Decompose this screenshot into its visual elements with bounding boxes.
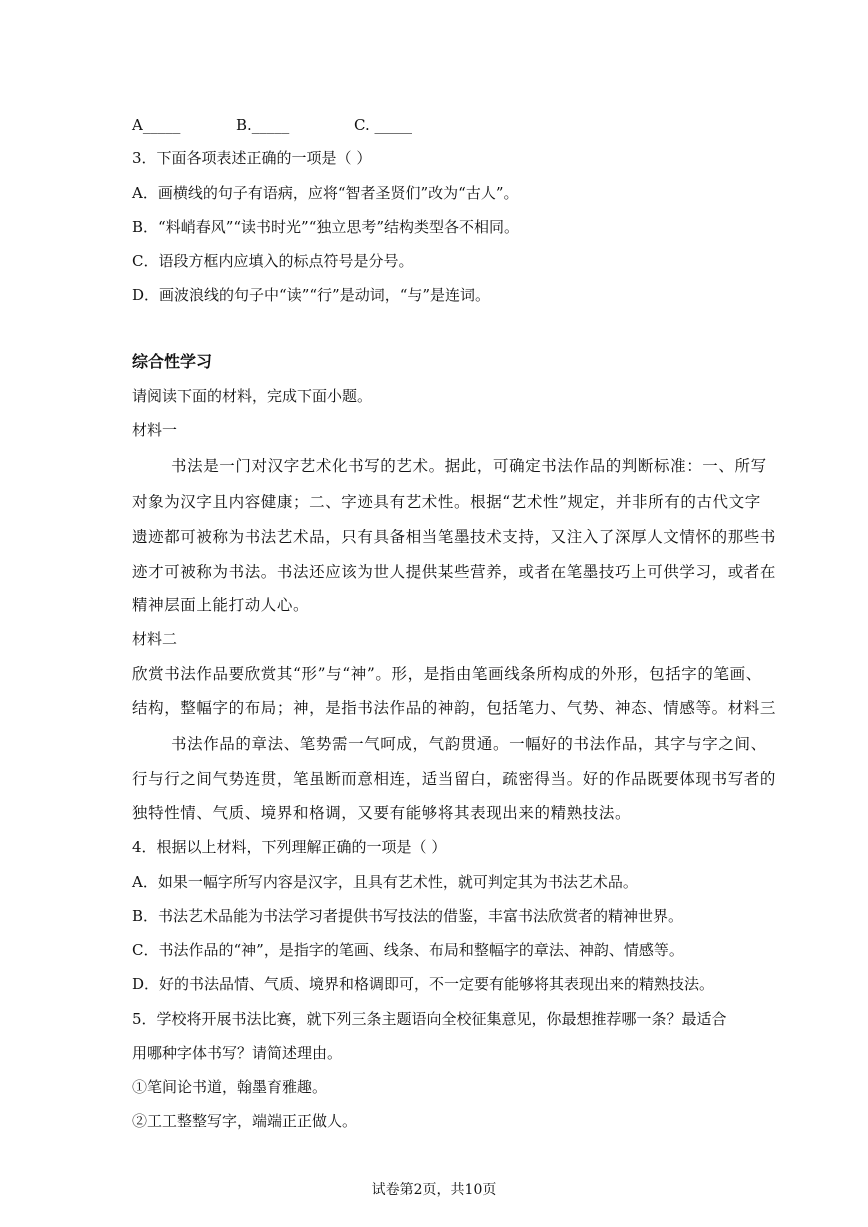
question-5-stem-continued: 用哪种字体书写？请简述理由。 [132, 1044, 343, 1062]
question-5-slogan-2: ②工工整整写字，端端正正做人。 [132, 1112, 358, 1130]
blank-b: B._____ [236, 116, 290, 134]
question-3-stem: 3．下面各项表述正确的一项是（ ） [132, 149, 372, 167]
question-3-option-b: B．“料峭春风”“读书时光”“独立思考”结构类型各不相同。 [132, 218, 520, 236]
material-2-line: 欣赏书法作品要欣赏其“形”与“神”。形，是指由笔画线条所构成的外形，包括字的笔画、 [132, 665, 762, 683]
section-intro: 请阅读下面的材料，完成下面小题。 [132, 387, 373, 405]
page-footer: 试卷第2页，共10页 [371, 1182, 497, 1198]
blank-a: A_____ [132, 116, 181, 134]
material-1-line: 书法是一门对汉字艺术化书写的艺术。据此，可确定书法作品的判断标准：一、所写 [171, 457, 767, 475]
question-4-option-a: A．如果一幅字所写内容是汉字，且具有艺术性，就可判定其为书法艺术品。 [132, 873, 638, 891]
material-1-line: 精神层面上能打动人心。 [132, 596, 310, 614]
question-3-option-a: A．画横线的句子有语病，应将“智者圣贤们”改为“古人”。 [132, 184, 519, 202]
material-3-line: 行与行之间气势连贯，笔虽断而意相连，适当留白，疏密得当。好的作品既要体现书写者的 [132, 770, 777, 788]
material-3-line: 书法作品的章法、笔势需一气呵成，气韵贯通。一幅好的书法作品，其字与字之间、 [171, 735, 767, 753]
question-3-option-c: C．语段方框内应填入的标点符号是分号。 [132, 252, 414, 270]
material-3-line: 独特性情、气质、境界和格调，又要有能够将其表现出来的精熟技法。 [132, 804, 632, 822]
question-5-slogan-1: ①笔间论书道，翰墨育雅趣。 [132, 1078, 328, 1096]
material-1-label: 材料一 [132, 421, 178, 439]
material-1-line: 迹才可被称为书法。书法还应该为世人提供某些营养，或者在笔墨技巧上可供学习，或者在 [132, 563, 777, 581]
material-1-line: 遗迹都可被称为书法艺术品，只有具备相当笔墨技术支持，又注入了深厚人文情怀的那些书 [132, 528, 777, 546]
material-2-label: 材料二 [132, 630, 178, 648]
blank-c: C. _____ [354, 116, 412, 134]
question-3-option-d: D．画波浪线的句子中“读”“行”是动词，“与”是连词。 [132, 286, 491, 304]
question-4-option-b: B．书法艺术品能为书法学习者提供书写技法的借鉴，丰富书法欣赏者的精神世界。 [132, 907, 684, 925]
question-5-stem: 5．学校将开展书法比赛，就下列三条主题语向全校征集意见，你最想推荐哪一条？最适合 [132, 1010, 727, 1028]
material-1-line: 对象为汉字且内容健康；二、字迹具有艺术性。根据“艺术性”规定，并非所有的古代文字 [132, 493, 761, 511]
question-4-option-c: C．书法作品的“神”，是指字的笔画、线条、布局和整幅字的章法、神韵、情感等。 [132, 941, 684, 959]
section-title: 综合性学习 [132, 352, 213, 371]
question-4-stem: 4．根据以上材料，下列理解正确的一项是（ ） [132, 838, 447, 856]
question-4-option-d: D．好的书法品情、气质、境界和格调即可，不一定要有能够将其表现出来的精熟技法。 [132, 975, 715, 993]
material-2-line: 结构，整幅字的布局；神，是指书法作品的神韵，包括笔力、气势、神态、情感等。材料三 [132, 699, 777, 717]
